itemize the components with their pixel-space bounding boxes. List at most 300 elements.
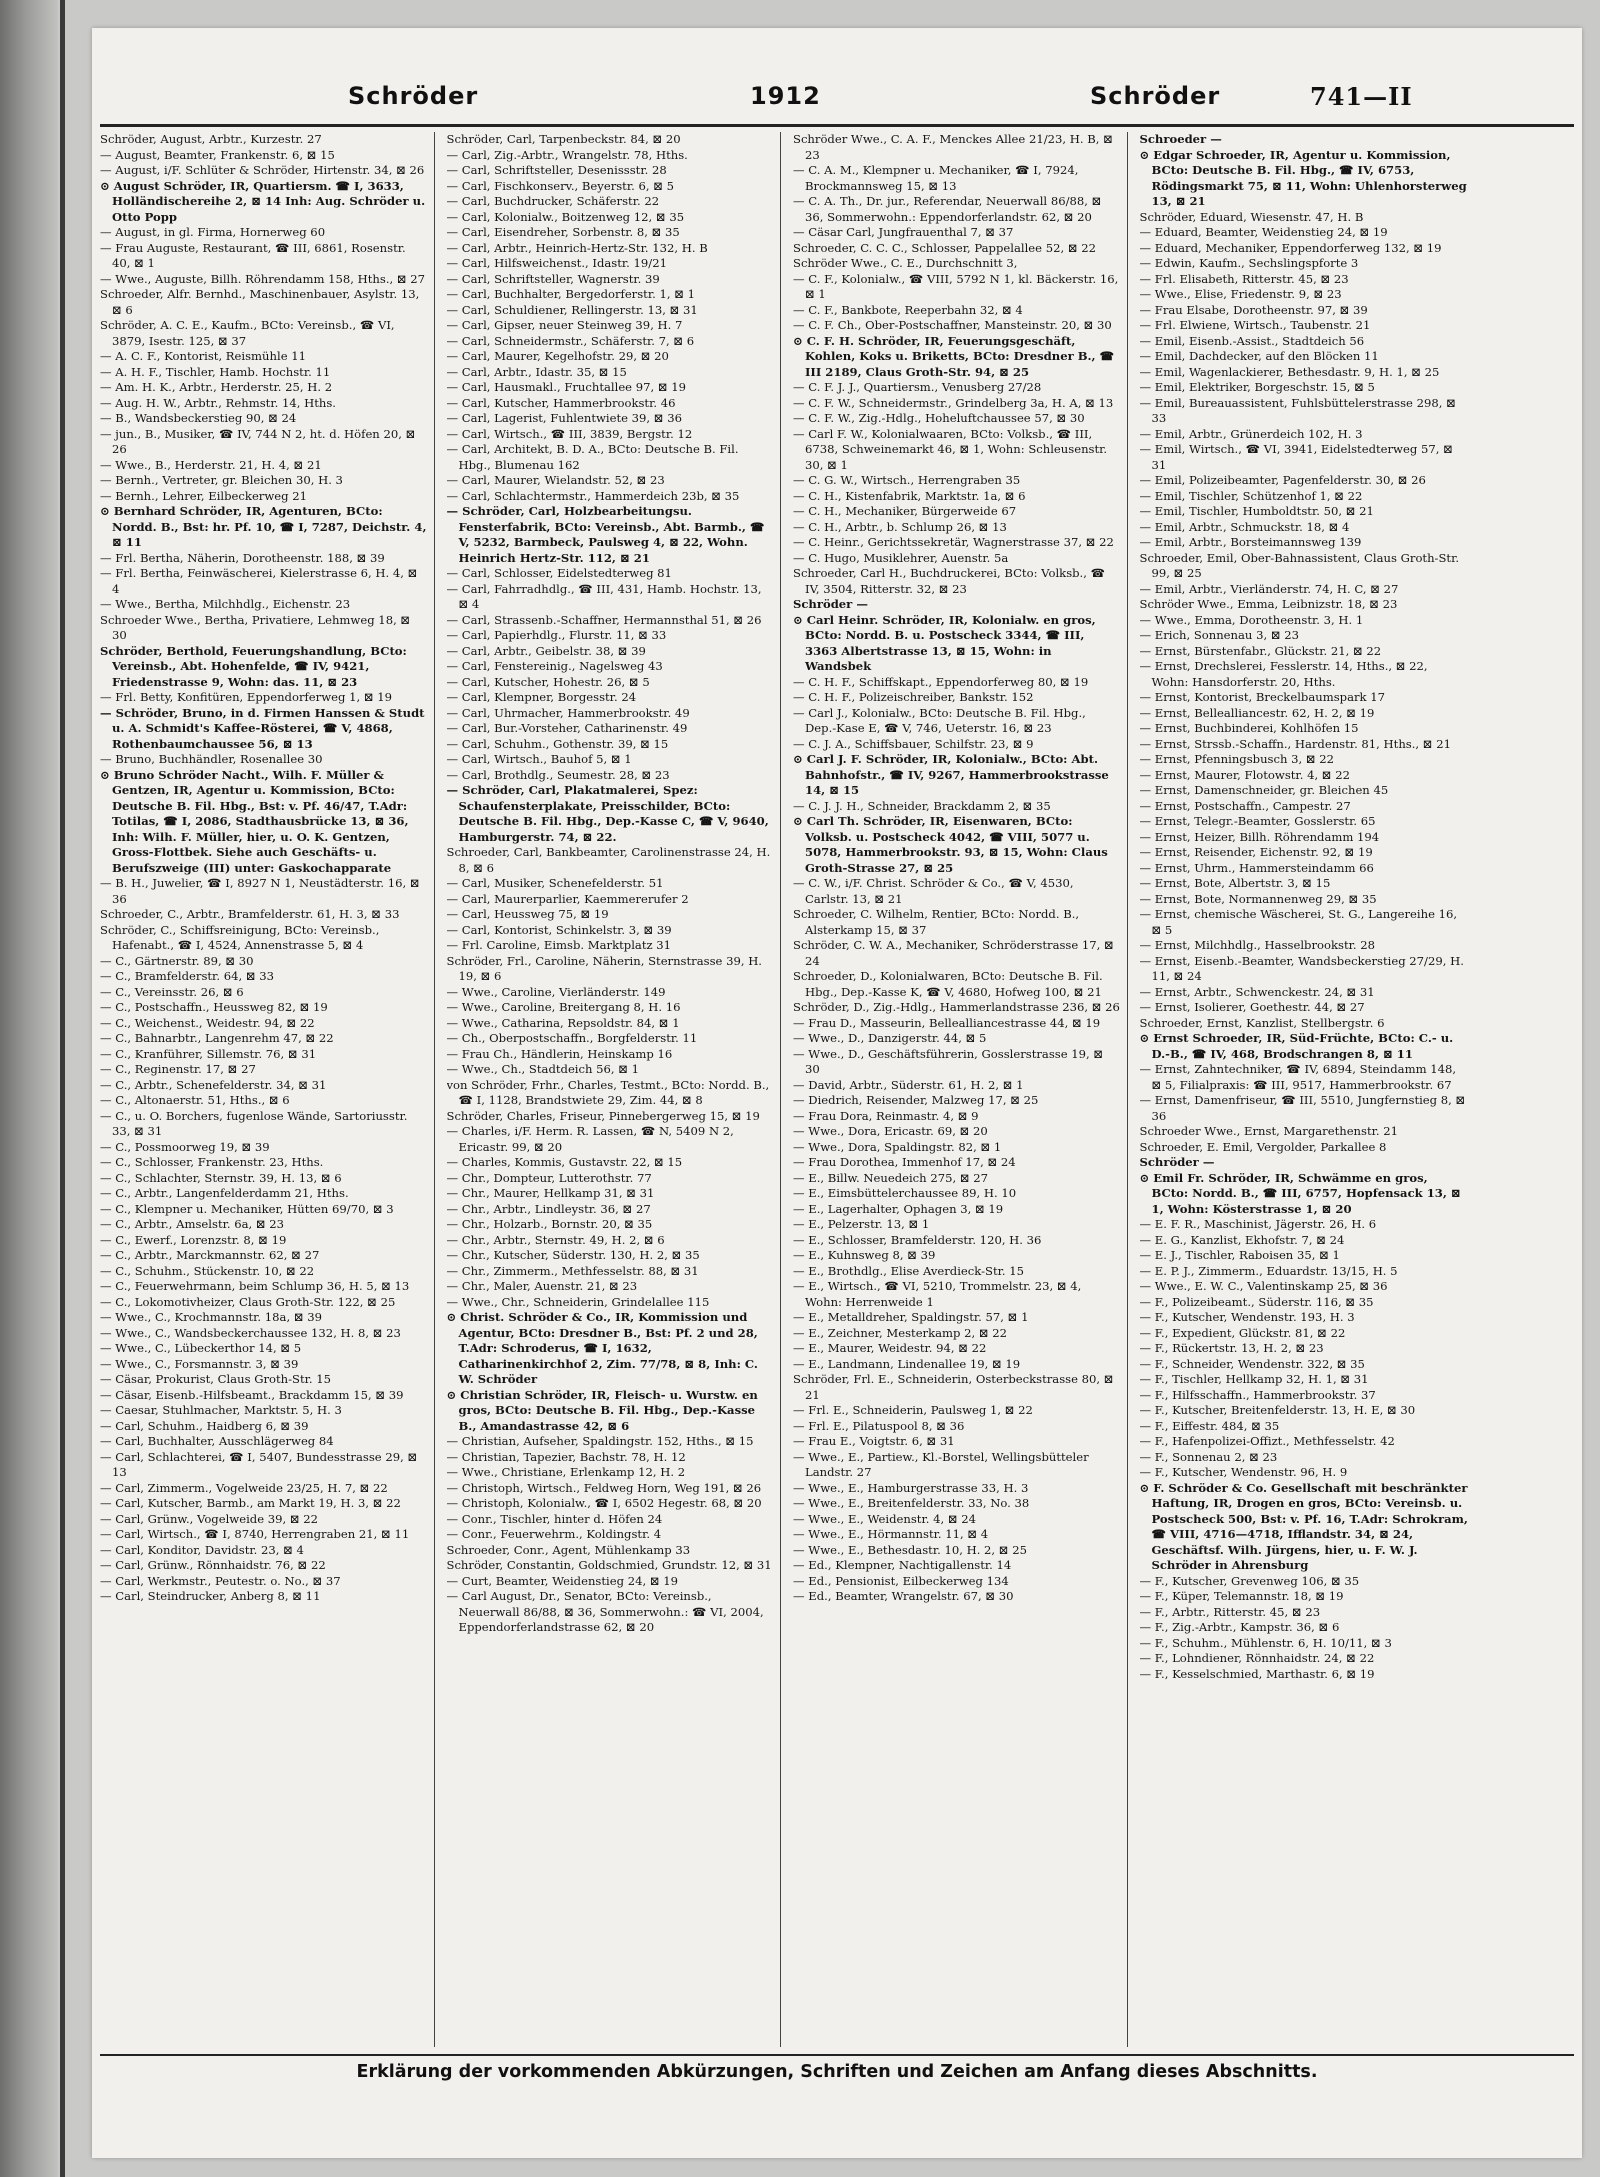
directory-entry: — Carl, Musiker, Schenefelderstr. 51 xyxy=(446,876,664,890)
directory-entry: — Ernst, Isolierer, Goethestr. 44, ⊠ 27 xyxy=(1139,1000,1365,1014)
directory-entry: — Ed., Pensionist, Eilbeckerweg 134 xyxy=(793,1573,1009,1588)
directory-entry: — C., Klempner u. Mechaniker, Hütten 69/70, ⊠ 3 xyxy=(100,1201,394,1216)
directory-entry: — Chr., Holzarb., Bornstr. 20, ⊠ 35 xyxy=(446,1217,653,1231)
directory-entry: — F., Sonnenau 2, ⊠ 23 xyxy=(1139,1449,1278,1464)
directory-entry: — Wwe., E., Hörmannstr. 11, ⊠ 4 xyxy=(793,1527,989,1541)
directory-entry: — Wwe., B., Herderstr. 21, H. 4, ⊠ 21 xyxy=(100,457,322,472)
directory-entry: ⊙ Carl Th. Schröder, IR, Eisenwaren, BCto: Volksb. u. Postscheck 4042, ☎ VIII, 5077 u. 5078, Hammerbrookstr. 93, ⊠ 15, Wohn: Claus Groth-Strasse 27, ⊠ 25 xyxy=(793,814,1108,875)
directory-entry: — Christian, Tapezier, Bachstr. 78, H. 12 xyxy=(446,1449,686,1464)
directory-entry: — Frau Elsabe, Dorotheenstr. 97, ⊠ 39 xyxy=(1139,302,1368,317)
directory-entry: — Frau Ch., Händlerin, Heinskamp 16 xyxy=(446,1046,673,1061)
directory-entry: — Carl, Konditor, Davidstr. 23, ⊠ 4 xyxy=(100,1542,304,1557)
section-heading: Schröder — xyxy=(793,597,868,611)
directory-entry: — Carl, Schuhm., Haidberg 6, ⊠ 39 xyxy=(100,1418,309,1433)
directory-entry: — C., Schuhm., Stückenstr. 10, ⊠ 22 xyxy=(100,1263,315,1278)
directory-entry: — Wwe., E., Partiew., Kl.-Borstel, Wellingsbütteler Landstr. 27 xyxy=(793,1449,1089,1479)
directory-entry: — Carl, Schuldiener, Rellingerstr. 13, ⊠ 31 xyxy=(446,302,698,317)
directory-entry: — Carl J., Kolonialw., BCto: Deutsche B. Fil. Hbg., Dep.-Kase E, ☎ V, 746, Ueterstr. 16, ⊠ 23 xyxy=(793,705,1086,735)
directory-entry: — Emil, Eisenb.-Assist., Stadtdeich 56 xyxy=(1139,333,1365,348)
directory-entry: — C., Gärtnerstr. 89, ⊠ 30 xyxy=(100,953,254,968)
directory-entry: — Cäsar, Prokurist, Claus Groth-Str. 15 xyxy=(100,1372,332,1386)
directory-entry: Schröder Wwe., C. A. F., Menckes Allee 21/23, H. B, ⊠ 23 xyxy=(793,132,1113,162)
directory-entry: — Carl, Grünw., Vogelweide 39, ⊠ 22 xyxy=(100,1511,319,1526)
directory-entry: ⊙ Carl Heinr. Schröder, IR, Kolonialw. en gros, BCto: Nordd. B. u. Postscheck 3344, ☎ III, 3363 Albertstrasse 13, ⊠ 15, Wohn: in Wandsbek xyxy=(793,612,1096,673)
directory-entry: Schröder, Berthold, Feuerungshandlung, BCto: Vereinsb., Abt. Hohenfelde, ☎ IV, 9421, Friedenstrasse 9, Wohn: das. 11, ⊠ 23 xyxy=(100,643,407,689)
directory-entry: — C., Feuerwehrmann, beim Schlump 36, H. 5, ⊠ 13 xyxy=(100,1279,410,1293)
directory-entry: — Carl, Maurer, Kegelhofstr. 29, ⊠ 20 xyxy=(446,349,669,363)
directory-entry: — Diedrich, Reisender, Malzweg 17, ⊠ 25 xyxy=(793,1093,1039,1107)
directory-entry: — Eduard, Mechaniker, Eppendorferweg 132, ⊠ 19 xyxy=(1139,240,1442,255)
directory-entry: Schroeder, Emil, Ober-Bahnassistent, Claus Groth-Str. 99, ⊠ 25 xyxy=(1139,550,1460,580)
directory-entry: Schröder, Constantin, Goldschmied, Grundstr. 12, ⊠ 31 xyxy=(446,1558,772,1572)
directory-entry: — Wwe., E. W. C., Valentinskamp 25, ⊠ 36 xyxy=(1139,1279,1388,1293)
directory-entry: — F., Polizeibeamt., Süderstr. 116, ⊠ 35 xyxy=(1139,1294,1374,1309)
header-year: 1912 xyxy=(750,82,821,110)
directory-entry: — Carl, Kutscher, Hohestr. 26, ⊠ 5 xyxy=(446,674,650,689)
directory-entry: — Emil, Bureauassistent, Fuhlsbüttelerstrasse 298, ⊠ 33 xyxy=(1139,395,1456,425)
directory-entry: — E. P. J., Zimmerm., Eduardstr. 13/15, H. 5 xyxy=(1139,1263,1398,1278)
directory-entry: — Frau E., Voigtstr. 6, ⊠ 31 xyxy=(793,1434,955,1448)
directory-entry: — Edwin, Kaufm., Sechslingspforte 3 xyxy=(1139,256,1359,270)
directory-entry: Schröder Wwe., Emma, Leibnizstr. 18, ⊠ 23 xyxy=(1139,597,1398,611)
directory-column-2 xyxy=(447,132,782,2047)
directory-entry: Schröder, Frl. E., Schneiderin, Osterbeckstrasse 80, ⊠ 21 xyxy=(793,1372,1114,1402)
directory-entry: — Frl. E., Pilatuspool 8, ⊠ 36 xyxy=(793,1418,965,1433)
directory-entry: — Wwe., E., Weidenstr. 4, ⊠ 24 xyxy=(793,1511,976,1526)
directory-entry: Schröder, C. W. A., Mechaniker, Schröderstrasse 17, ⊠ 24 xyxy=(793,938,1114,968)
directory-entry: — F., Lohndiener, Rönnhaidstr. 24, ⊠ 22 xyxy=(1139,1651,1375,1665)
directory-entry: — Carl, Hilfsweichenst., Idastr. 19/21 xyxy=(446,256,667,270)
directory-entry: — E. F. R., Maschinist, Jägerstr. 26, H. 6 xyxy=(1139,1217,1377,1231)
directory-entry: — Carl, Fischkonserv., Beyerstr. 6, ⊠ 5 xyxy=(446,178,675,193)
directory-entry: — Ernst, Uhrm., Hammersteindamm 66 xyxy=(1139,860,1374,875)
directory-entry: — Bernh., Lehrer, Eilbeckerweg 21 xyxy=(100,488,307,503)
directory-entry: — E., Zeichner, Mesterkamp 2, ⊠ 22 xyxy=(793,1325,1008,1340)
directory-entry: — Wwe., C., Forsmannstr. 3, ⊠ 39 xyxy=(100,1356,299,1371)
directory-entry: — Carl, Wirtsch., Bauhof 5, ⊠ 1 xyxy=(446,752,632,766)
directory-entry: — E., Wirtsch., ☎ VI, 5210, Trommelstr. 23, ⊠ 4, Wohn: Herrenweide 1 xyxy=(793,1279,1082,1309)
directory-columns xyxy=(100,132,1474,2047)
directory-entry: — Frl. Bertha, Näherin, Dorotheenstr. 188, ⊠ 39 xyxy=(100,550,385,565)
directory-entry: Schröder, A. C. E., Kaufm., BCto: Vereinsb., ☎ VI, 3879, Isestr. 125, ⊠ 37 xyxy=(100,318,395,348)
directory-entry: ⊙ C. F. H. Schröder, IR, Feuerungsgeschäft, Kohlen, Koks u. Briketts, BCto: Dresdner B., ☎ III 2189, Claus Groth-Str. 94, ⊠ 25 xyxy=(793,333,1115,379)
directory-entry: — Carl, Hausmakl., Fruchtallee 97, ⊠ 19 xyxy=(446,380,687,394)
directory-entry: — C., Possmoorweg 19, ⊠ 39 xyxy=(100,1139,270,1154)
directory-entry: ⊙ August Schröder, IR, Quartiersm. ☎ I, 3633, Holländischereihe 2, ⊠ 14 Inh: Aug. Schröder u. Otto Popp xyxy=(100,178,426,224)
directory-entry: — E., Kuhnsweg 8, ⊠ 39 xyxy=(793,1248,936,1262)
directory-entry: — August, i/F. Schlüter & Schröder, Hirtenstr. 34, ⊠ 26 xyxy=(100,163,425,177)
directory-entry: — Carl, Schlachtermstr., Hammerdeich 23b, ⊠ 35 xyxy=(446,488,740,503)
directory-entry: — Carl, Kutscher, Hammerbrookstr. 46 xyxy=(446,395,676,410)
directory-entry: — Carl, Wirtsch., ☎ III, 3839, Bergstr. 12 xyxy=(446,426,693,441)
directory-entry: — E., Maurer, Weidestr. 94, ⊠ 22 xyxy=(793,1341,987,1355)
directory-entry: — Wwe., C., Wandsbeckerchaussee 132, H. 8, ⊠ 23 xyxy=(100,1325,401,1340)
directory-entry: — Carl, Schneidermstr., Schäferstr. 7, ⊠ 6 xyxy=(446,333,695,348)
directory-entry: — Emil, Tischler, Humboldtstr. 50, ⊠ 21 xyxy=(1139,504,1374,518)
directory-entry: — Carl, Zig.-Arbtr., Wrangelstr. 78, Hths. xyxy=(446,147,688,162)
directory-entry: — Wwe., Auguste, Billh. Röhrendamm 158, Hths., ⊠ 27 xyxy=(100,271,426,286)
directory-entry: — C. W., i/F. Christ. Schröder & Co., ☎ V, 4530, Carlstr. 13, ⊠ 21 xyxy=(793,876,1074,906)
directory-entry: — Schröder, Carl, Holzbearbeitungsu. Fensterfabrik, BCto: Vereinsb., Abt. Barmb., ☎ V, 5232, Barmbeck, Paulsweg 4, ⊠ 22, Wohn. Heinrich Hertz-Str. 112, ⊠ 21 xyxy=(446,504,765,565)
directory-entry: Schroeder, C. C. C., Schlosser, Pappelallee 52, ⊠ 22 xyxy=(793,240,1096,255)
directory-entry: — Carl, Maurer, Wielandstr. 52, ⊠ 23 xyxy=(446,473,665,487)
directory-entry: — Frl. Bertha, Feinwäscherei, Kielerstrasse 6, H. 4, ⊠ 4 xyxy=(100,566,418,596)
directory-entry: — F., Küper, Telemannstr. 18, ⊠ 19 xyxy=(1139,1589,1344,1603)
directory-entry: ⊙ Bernhard Schröder, IR, Agenturen, BCto: Nordd. B., Bst: hr. Pf. 10, ☎ I, 7287, Deichstr. 4, ⊠ 11 xyxy=(100,504,427,549)
directory-entry: — F., Expedient, Glückstr. 81, ⊠ 22 xyxy=(1139,1325,1346,1340)
directory-entry: Schröder, C., Schiffsreinigung, BCto: Vereinsb., Hafenabt., ☎ I, 4524, Annenstrasse 5, ⊠ 4 xyxy=(100,922,380,952)
directory-entry: — F., Tischler, Hellkamp 32, H. 1, ⊠ 31 xyxy=(1139,1372,1369,1386)
book-binding xyxy=(0,0,58,2177)
directory-entry: — C., Schlosser, Frankenstr. 23, Hths. xyxy=(100,1155,324,1169)
directory-entry: — Bernh., Vertreter, gr. Bleichen 30, H. 3 xyxy=(100,473,343,487)
directory-entry: — C. H., Arbtr., b. Schlump 26, ⊠ 13 xyxy=(793,519,1007,534)
directory-column-1 xyxy=(100,132,435,2047)
directory-entry: — Frau Dorothea, Immenhof 17, ⊠ 24 xyxy=(793,1155,1016,1169)
directory-entry: — Chr., Maler, Auenstr. 21, ⊠ 23 xyxy=(446,1279,638,1293)
directory-entry: ⊙ Carl J. F. Schröder, IR, Kolonialw., BCto: Abt. Bahnhofstr., ☎ IV, 9267, Hammerbrookstrasse 14, ⊠ 15 xyxy=(793,752,1109,797)
directory-entry: — Carl, Schriftsteller, Desenissstr. 28 xyxy=(446,163,667,177)
directory-entry: — F., Kesselschmied, Marthastr. 6, ⊠ 19 xyxy=(1139,1666,1375,1681)
directory-entry: — C., Vereinsstr. 26, ⊠ 6 xyxy=(100,984,244,999)
directory-entry: — C., Ewerf., Lorenzstr. 8, ⊠ 19 xyxy=(100,1232,287,1247)
directory-entry: — Erich, Sonnenau 3, ⊠ 23 xyxy=(1139,628,1299,642)
directory-entry: — C. J. J. H., Schneider, Brackdamm 2, ⊠ 35 xyxy=(793,798,1051,813)
directory-entry: ⊙ F. Schröder & Co. Gesellschaft mit beschränkter Haftung, IR, Drogen en gros, BCto: Vereinsb. u. Postscheck 500, Bst: v. Pf. 16, T.Adr: Schrokram, ☎ VIII, 4716—4718, Ifflandstr. 34, ⊠ 24, Geschäftsf. Wilh. Jürgens, hier, u. F. W. J. Schröder in Ahrensburg xyxy=(1139,1480,1468,1572)
directory-entry: — Carl, Wirtsch., ☎ I, 8740, Herrengraben 21, ⊠ 11 xyxy=(100,1527,410,1541)
directory-entry: — Ernst, Arbtr., Schwenckestr. 24, ⊠ 31 xyxy=(1139,984,1375,999)
directory-entry: — Aug. H. W., Arbtr., Rehmstr. 14, Hths. xyxy=(100,395,336,410)
directory-entry: — Carl, Zimmerm., Vogelweide 23/25, H. 7, ⊠ 22 xyxy=(100,1480,388,1495)
page-header xyxy=(100,82,1574,126)
directory-entry: ⊙ Bruno Schröder Nacht., Wilh. F. Müller & Gentzen, IR, Agentur u. Kommission, BCto: Deutsche B. Fil. Hbg., Bst: v. Pf. 46/47, T.Adr: Totilas, ☎ I, 2086, Stadthausbrücke 13, ⊠ 36, Inh: Wilh. F. Müller, hier, u. O. K. Gentzen, Gross-Flottbek. Siehe auch Geschäfts- u. Berufszweige (III) unter: Gaskochapparate xyxy=(100,767,409,875)
directory-entry: — Chr., Dompteur, Lutterothstr. 77 xyxy=(446,1170,652,1185)
directory-entry: — Charles, Kommis, Gustavstr. 22, ⊠ 15 xyxy=(446,1155,683,1169)
directory-entry: — Carl F. W., Kolonialwaaren, BCto: Volksb., ☎ III, 6738, Schweinemarkt 46, ⊠ 1, Wohn: Schleusenstr. 30, ⊠ 1 xyxy=(793,426,1108,472)
directory-entry: — C. H., Kistenfabrik, Marktstr. 1a, ⊠ 6 xyxy=(793,488,1026,503)
directory-entry: — August, Beamter, Frankenstr. 6, ⊠ 15 xyxy=(100,147,335,162)
directory-entry: — Ernst, Strssb.-Schaffn., Hardenstr. 81, Hths., ⊠ 21 xyxy=(1139,736,1451,751)
directory-entry: — Frl. Elisabeth, Ritterstr. 45, ⊠ 23 xyxy=(1139,271,1349,286)
directory-entry: — Schröder, Carl, Plakatmalerei, Spez: Schaufensterplakate, Preisschilder, BCto: Deutsche B. Fil. Hbg., Dep.-Kasse C, ☎ V, 9640, Hamburgerstr. 74, ⊠ 22. xyxy=(446,783,769,844)
directory-entry: — Wwe., E., Breitenfelderstr. 33, No. 38 xyxy=(793,1496,1030,1510)
directory-entry: — Ernst, Bürstenfabr., Glückstr. 21, ⊠ 22 xyxy=(1139,643,1382,658)
directory-entry: — Wwe., D., Danzigerstr. 44, ⊠ 5 xyxy=(793,1031,987,1045)
directory-entry: — B. H., Juwelier, ☎ I, 8927 N 1, Neustädterstr. 16, ⊠ 36 xyxy=(100,876,420,906)
directory-entry: — Carl, Heussweg 75, ⊠ 19 xyxy=(446,907,609,921)
directory-entry: — F., Zig.-Arbtr., Kampstr. 36, ⊠ 6 xyxy=(1139,1620,1340,1634)
directory-entry: — Eduard, Beamter, Weidenstieg 24, ⊠ 19 xyxy=(1139,225,1388,239)
directory-entry: Schröder, August, Arbtr., Kurzestr. 27 xyxy=(100,132,322,146)
directory-entry: — Ernst, Eisenb.-Beamter, Wandsbeckerstieg 27/29, H. 11, ⊠ 24 xyxy=(1139,953,1464,983)
directory-entry: — Caesar, Stuhlmacher, Marktstr. 5, H. 3 xyxy=(100,1403,342,1417)
header-left-name: Schröder xyxy=(348,82,479,110)
directory-entry: — Ernst, Reisender, Eichenstr. 92, ⊠ 19 xyxy=(1139,845,1373,859)
directory-entry: — Ch., Oberpostschaffn., Borgfelderstr. 11 xyxy=(446,1031,698,1045)
abbreviation-footnote: Erklärung der vorkommenden Abkürzungen, Schriften und Zeichen am Anfang dieses Abschnitts. xyxy=(100,2054,1574,2082)
section-heading: Schröder — xyxy=(1139,1155,1215,1169)
directory-entry: — F., Kutscher, Grevenweg 106, ⊠ 35 xyxy=(1139,1573,1360,1588)
directory-entry: — E., Lagerhalter, Ophagen 3, ⊠ 19 xyxy=(793,1201,1004,1216)
directory-entry: — Ed., Beamter, Wrangelstr. 67, ⊠ 30 xyxy=(793,1589,1014,1603)
directory-entry: — C. F., Bankbote, Reeperbahn 32, ⊠ 4 xyxy=(793,302,1023,317)
directory-entry: — E. J., Tischler, Raboisen 35, ⊠ 1 xyxy=(1139,1248,1340,1262)
directory-entry: — Emil, Arbtr., Grünerdeich 102, H. 3 xyxy=(1139,426,1363,441)
directory-entry: — Ed., Klempner, Nachtigallenstr. 14 xyxy=(793,1558,1012,1572)
directory-entry: — Christoph, Wirtsch., Feldweg Horn, Weg 191, ⊠ 26 xyxy=(446,1480,762,1495)
directory-entry: — Ernst, Drechslerei, Fesslerstr. 14, Hths., ⊠ 22, Wohn: Hansdorferstr. 20, Hths. xyxy=(1139,659,1428,689)
directory-entry: — E., Schlosser, Bramfelderstr. 120, H. 36 xyxy=(793,1232,1042,1247)
directory-entry: Schroeder, Alfr. Bernhd., Maschinenbauer, Asylstr. 13, ⊠ 6 xyxy=(100,287,420,317)
directory-entry: — Carl, Bur.-Vorsteher, Catharinenstr. 49 xyxy=(446,721,688,735)
header-page-number: 741—II xyxy=(1310,82,1413,111)
directory-entry: — Carl, Schuhm., Gothenstr. 39, ⊠ 15 xyxy=(446,736,669,751)
header-rule xyxy=(100,124,1574,127)
directory-entry: — C. F. Ch., Ober-Postschaffner, Mansteinstr. 20, ⊠ 30 xyxy=(793,318,1112,332)
directory-entry: — Wwe., Christiane, Erlenkamp 12, H. 2 xyxy=(446,1465,686,1479)
directory-entry: — Ernst, Heizer, Billh. Röhrendamm 194 xyxy=(1139,829,1380,844)
directory-entry: — C., Postschaffn., Heussweg 82, ⊠ 19 xyxy=(100,1000,328,1014)
directory-entry: — Carl, Strassenb.-Schaffner, Hermannsthal 51, ⊠ 26 xyxy=(446,612,762,627)
directory-entry: ⊙ Emil Fr. Schröder, IR, Schwämme en gros, BCto: Nordd. B., ☎ III, 6757, Hopfensack 13, ⊠ 1, Wohn: Kösterstrasse 1, ⊠ 20 xyxy=(1139,1170,1461,1216)
directory-entry: — Ernst, Pfenningsbusch 3, ⊠ 22 xyxy=(1139,752,1335,766)
directory-entry: — Wwe., C., Krochmannstr. 18a, ⊠ 39 xyxy=(100,1310,322,1324)
directory-entry: — C. A. Th., Dr. jur., Referendar, Neuerwall 86/88, ⊠ 36, Sommerwohn.: Eppendorferlandstr. 62, ⊠ 20 xyxy=(793,194,1102,224)
directory-entry: — Wwe., Ch., Stadtdeich 56, ⊠ 1 xyxy=(446,1062,640,1076)
directory-entry: — C., Lokomotivheizer, Claus Groth-Str. 122, ⊠ 25 xyxy=(100,1294,396,1309)
directory-entry: — Ernst, Postschaffn., Campestr. 27 xyxy=(1139,798,1351,813)
directory-entry: — Ernst, Buchbinderei, Kohlhöfen 15 xyxy=(1139,721,1359,735)
directory-entry: — Chr., Arbtr., Sternstr. 49, H. 2, ⊠ 6 xyxy=(446,1232,665,1247)
directory-entry: ⊙ Christ. Schröder & Co., IR, Kommission und Agentur, BCto: Dresdner B., Bst: Pf. 2 und 28, T.Adr: Schroderus, ☎ I, 1632, Catharinenkirchhof 2, Zim. 77/78, ⊠ 8, Inh: C. W. Schröder xyxy=(446,1310,758,1386)
directory-entry: — Frl. Caroline, Eimsb. Marktplatz 31 xyxy=(446,938,672,952)
directory-entry: — C. J. A., Schiffsbauer, Schilfstr. 23, ⊠ 9 xyxy=(793,736,1034,751)
section-heading: Schroeder — xyxy=(1139,132,1222,146)
directory-entry: ⊙ Edgar Schroeder, IR, Agentur u. Kommission, BCto: Deutsche B. Fil. Hbg., ☎ IV, 6753, Rödingsmarkt 75, ⊠ 11, Wohn: Uhlenhorsterweg 13, ⊠ 21 xyxy=(1139,147,1467,208)
directory-entry: — Carl, Kutscher, Barmb., am Markt 19, H. 3, ⊠ 22 xyxy=(100,1496,401,1510)
directory-entry: — C. G. W., Wirtsch., Herrengraben 35 xyxy=(793,473,1021,487)
directory-entry: — F., Kutscher, Wendenstr. 193, H. 3 xyxy=(1139,1310,1355,1324)
directory-entry: — Wwe., Elise, Friedenstr. 9, ⊠ 23 xyxy=(1139,287,1342,301)
directory-entry: Schroeder, Conr., Agent, Mühlenkamp 33 xyxy=(446,1542,691,1557)
directory-entry: — Chr., Zimmerm., Methfesselstr. 88, ⊠ 31 xyxy=(446,1263,699,1278)
directory-entry: — C., Arbtr., Marckmannstr. 62, ⊠ 27 xyxy=(100,1248,320,1262)
directory-entry: — Ernst, Damenfriseur, ☎ III, 5510, Jungfernstieg 8, ⊠ 36 xyxy=(1139,1093,1466,1123)
directory-entry: — Emil, Elektriker, Borgeschstr. 15, ⊠ 5 xyxy=(1139,380,1375,394)
directory-entry: — Carl, Grünw., Rönnhaidstr. 76, ⊠ 22 xyxy=(100,1558,326,1572)
directory-entry: Schröder Wwe., C. E., Durchschnitt 3, xyxy=(793,256,1018,270)
directory-entry: Schroeder, C., Arbtr., Bramfelderstr. 61, H. 3, ⊠ 33 xyxy=(100,907,400,921)
directory-column-4 xyxy=(1140,132,1475,2047)
directory-entry: — Emil, Tischler, Schützenhof 1, ⊠ 22 xyxy=(1139,488,1363,503)
directory-entry: — C., Weichenst., Weidestr. 94, ⊠ 22 xyxy=(100,1015,315,1030)
directory-entry: — Frl. E., Schneiderin, Paulsweg 1, ⊠ 22 xyxy=(793,1403,1033,1417)
directory-entry: — Carl, Eisendreher, Sorbenstr. 8, ⊠ 35 xyxy=(446,225,680,239)
directory-entry: — Carl, Buchhalter, Bergedorferstr. 1, ⊠ 1 xyxy=(446,287,695,301)
directory-entry: — Ernst, Damenschneider, gr. Bleichen 45 xyxy=(1139,783,1389,797)
directory-entry: — Cäsar Carl, Jungfrauenthal 7, ⊠ 37 xyxy=(793,225,1014,239)
directory-entry: Schroeder Wwe., Ernst, Margarethenstr. 21 xyxy=(1139,1124,1399,1138)
directory-entry: Schroeder, D., Kolonialwaren, BCto: Deutsche B. Fil. Hbg., Dep.-Kasse K, ☎ V, 4680, Hofweg 100, ⊠ 21 xyxy=(793,969,1103,999)
directory-entry: — Carl, Architekt, B. D. A., BCto: Deutsche B. Fil. Hbg., Blumenau 162 xyxy=(446,442,739,472)
directory-entry: — Christoph, Kolonialw., ☎ I, 6502 Hegestr. 68, ⊠ 20 xyxy=(446,1496,762,1510)
directory-entry: — Emil, Wirtsch., ☎ VI, 3941, Eidelstedterweg 57, ⊠ 31 xyxy=(1139,442,1453,472)
directory-entry: — Carl, Kolonialw., Boitzenweg 12, ⊠ 35 xyxy=(446,209,685,224)
directory-entry: von Schröder, Frhr., Charles, Testmt., BCto: Nordd. B., ☎ I, 1128, Brandstwiete 29, Zim. 44, ⊠ 8 xyxy=(446,1077,770,1107)
directory-entry: — F., Kutscher, Breitenfelderstr. 13, H. E, ⊠ 30 xyxy=(1139,1403,1416,1417)
directory-entry: — F., Schneider, Wendenstr. 322, ⊠ 35 xyxy=(1139,1356,1365,1371)
directory-entry: Schröder, D., Zig.-Hdlg., Hammerlandstrasse 236, ⊠ 26 xyxy=(793,1000,1120,1014)
directory-entry: — F., Eiffestr. 484, ⊠ 35 xyxy=(1139,1418,1280,1433)
directory-entry: — Carl, Arbtr., Geibelstr. 38, ⊠ 39 xyxy=(446,643,646,658)
directory-entry: — A. C. F., Kontorist, Reismühle 11 xyxy=(100,349,306,363)
directory-entry: — Wwe., Dora, Ericastr. 69, ⊠ 20 xyxy=(793,1124,988,1138)
directory-entry: — Ernst, Zahntechniker, ☎ IV, 6894, Steindamm 148, ⊠ 5, Filialpraxis: ☎ III, 9517, Hammerbrookstr. 67 xyxy=(1139,1062,1457,1092)
directory-entry: — Carl, Klempner, Borgesstr. 24 xyxy=(446,690,637,704)
directory-entry: — Schröder, Bruno, in d. Firmen Hanssen & Studt u. A. Schmidt's Kaffee-Rösterei, ☎ V, 4868, Rothenbaumchaussee 56, ⊠ 13 xyxy=(100,705,425,751)
directory-entry: — C. H. F., Polizeischreiber, Bankstr. 152 xyxy=(793,690,1034,704)
directory-entry: — C., Arbtr., Schenefelderstr. 34, ⊠ 31 xyxy=(100,1077,327,1092)
directory-entry: — Emil, Polizeibeamter, Pagenfelderstr. 30, ⊠ 26 xyxy=(1139,473,1426,487)
directory-entry: — Conr., Tischler, hinter d. Höfen 24 xyxy=(446,1511,663,1526)
directory-entry: — Frl. Elwiene, Wirtsch., Taubenstr. 21 xyxy=(1139,318,1371,332)
directory-entry: — C., Arbtr., Amselstr. 6a, ⊠ 23 xyxy=(100,1217,285,1231)
directory-entry: — Christian, Aufseher, Spaldingstr. 152, Hths., ⊠ 15 xyxy=(446,1434,754,1448)
directory-entry: — Ernst, Milchhdlg., Hasselbrookstr. 28 xyxy=(1139,938,1375,952)
directory-entry: Schroeder, Ernst, Kanzlist, Stellbergstr. 6 xyxy=(1139,1015,1385,1030)
directory-entry: — Ernst, Kontorist, Breckelbaumspark 17 xyxy=(1139,690,1385,704)
directory-entry: — C., u. O. Borchers, fugenlose Wände, Sartoriusstr. 33, ⊠ 31 xyxy=(100,1108,408,1138)
directory-entry: — F., Rückertstr. 13, H. 2, ⊠ 23 xyxy=(1139,1341,1324,1355)
directory-entry: — Wwe., D., Geschäftsführerin, Gosslerstrasse 19, ⊠ 30 xyxy=(793,1046,1104,1076)
directory-entry: — Am. H. K., Arbtr., Herderstr. 25, H. 2 xyxy=(100,380,333,394)
directory-entry: — A. H. F., Tischler, Hamb. Hochstr. 11 xyxy=(100,364,331,379)
directory-entry: — Bruno, Buchhändler, Rosenallee 30 xyxy=(100,752,323,766)
directory-entry: — E., Billw. Neuedeich 275, ⊠ 27 xyxy=(793,1170,988,1185)
directory-entry: — Ernst, Bote, Normannenweg 29, ⊠ 35 xyxy=(1139,891,1377,906)
directory-entry: — F., Hilfsschaffn., Hammerbrookstr. 37 xyxy=(1139,1387,1376,1402)
directory-entry: Schroeder Wwe., Bertha, Privatiere, Lehmweg 18, ⊠ 30 xyxy=(100,612,411,642)
directory-entry: — Carl, Arbtr., Heinrich-Hertz-Str. 132, H. B xyxy=(446,240,708,255)
directory-entry: Schroeder, C. Wilhelm, Rentier, BCto: Nordd. B., Alsterkamp 15, ⊠ 37 xyxy=(793,907,1080,937)
directory-entry: — Carl, Schriftsteller, Wagnerstr. 39 xyxy=(446,271,660,286)
directory-entry: — Wwe., Caroline, Vierländerstr. 149 xyxy=(446,984,666,999)
directory-entry: — E., Pelzerstr. 13, ⊠ 1 xyxy=(793,1217,930,1231)
directory-entry: — B., Wandsbeckerstieg 90, ⊠ 24 xyxy=(100,411,297,425)
directory-entry: — F., Arbtr., Ritterstr. 45, ⊠ 23 xyxy=(1139,1604,1321,1619)
directory-entry: — Carl, Fenstereinig., Nagelsweg 43 xyxy=(446,659,663,673)
directory-entry: — Carl, Schlachterei, ☎ I, 5407, Bundesstrasse 29, ⊠ 13 xyxy=(100,1449,418,1479)
directory-entry: — Carl, Werkmstr., Peutestr. o. No., ⊠ 37 xyxy=(100,1573,341,1588)
directory-entry: — Wwe., Caroline, Breitergang 8, H. 16 xyxy=(446,1000,681,1014)
directory-entry: — Wwe., Dora, Spaldingstr. 82, ⊠ 1 xyxy=(793,1139,1002,1154)
directory-entry: — C., Altonaerstr. 51, Hths., ⊠ 6 xyxy=(100,1093,290,1107)
directory-entry: — C. F., Kolonialw., ☎ VIII, 5792 N 1, kl. Bäckerstr. 16, ⊠ 1 xyxy=(793,271,1119,301)
directory-column-3 xyxy=(793,132,1128,2047)
directory-entry: ⊙ Christian Schröder, IR, Fleisch- u. Wurstw. en gros, BCto: Deutsche B. Fil. Hbg., Dep.-Kasse B., Amandastrasse 42, ⊠ 6 xyxy=(446,1387,758,1433)
directory-entry: — Ernst, chemische Wäscherei, St. G., Langereihe 16, ⊠ 5 xyxy=(1139,907,1458,937)
directory-entry: — E., Metalldreher, Spaldingstr. 57, ⊠ 1 xyxy=(793,1310,1029,1324)
directory-entry: — Carl, Arbtr., Idastr. 35, ⊠ 15 xyxy=(446,364,627,379)
directory-entry: — Curt, Beamter, Weidenstieg 24, ⊠ 19 xyxy=(446,1573,678,1588)
directory-entry: — E., Landmann, Lindenallee 19, ⊠ 19 xyxy=(793,1356,1021,1371)
directory-entry: Schroeder, Carl H., Buchdruckerei, BCto: Volksb., ☎ IV, 3504, Ritterstr. 32, ⊠ 23 xyxy=(793,566,1106,596)
directory-entry: — F., Schuhm., Mühlenstr. 6, H. 10/11, ⊠ 3 xyxy=(1139,1635,1392,1650)
directory-entry: — Wwe., Catharina, Repsoldstr. 84, ⊠ 1 xyxy=(446,1015,680,1030)
directory-entry: — C., Schlachter, Sternstr. 39, H. 13, ⊠ 6 xyxy=(100,1170,342,1185)
directory-entry: — Carl, Schlosser, Eidelstedterweg 81 xyxy=(446,566,672,580)
directory-entry: — Ernst, Bellealliancestr. 62, H. 2, ⊠ 19 xyxy=(1139,705,1375,720)
directory-entry: — E. G., Kanzlist, Ekhofstr. 7, ⊠ 24 xyxy=(1139,1232,1345,1247)
directory-entry: — Frau Dora, Reinmastr. 4, ⊠ 9 xyxy=(793,1108,979,1123)
directory-entry: — Chr., Arbtr., Lindleystr. 36, ⊠ 27 xyxy=(446,1201,651,1216)
directory-entry: — Carl, Brothdlg., Seumestr. 28, ⊠ 23 xyxy=(446,767,670,782)
directory-entry: — Wwe., E., Hamburgerstrasse 33, H. 3 xyxy=(793,1480,1029,1495)
directory-entry: — C. H., Mechaniker, Bürgerweide 67 xyxy=(793,504,1017,518)
directory-entry: — F., Kutscher, Wendenstr. 96, H. 9 xyxy=(1139,1465,1348,1479)
directory-entry: — C., Bramfelderstr. 64, ⊠ 33 xyxy=(100,969,274,983)
directory-entry: — E., Brothdlg., Elise Averdieck-Str. 15 xyxy=(793,1263,1025,1278)
directory-entry: — Carl, Lagerist, Fuhlentwiete 39, ⊠ 36 xyxy=(446,411,682,425)
directory-entry: Schröder, Eduard, Wiesenstr. 47, H. B xyxy=(1139,209,1364,224)
directory-entry: — Charles, i/F. Herm. R. Lassen, ☎ N, 5409 N 2, Ericastr. 99, ⊠ 20 xyxy=(446,1124,734,1154)
directory-entry: — Carl, Buchdrucker, Schäferstr. 22 xyxy=(446,194,660,208)
directory-entry: Schroeder, E. Emil, Vergolder, Parkallee 8 xyxy=(1139,1139,1387,1154)
directory-entry: — C., Bahnarbtr., Langenrehm 47, ⊠ 22 xyxy=(100,1031,334,1045)
directory-entry: — C. F. W., Zig.-Hdlg., Hoheluftchaussee 57, ⊠ 30 xyxy=(793,411,1085,425)
directory-entry: ⊙ Ernst Schroeder, IR, Süd-Früchte, BCto: C.- u. D.-B., ☎ IV, 468, Brodschrangen 8, ⊠ 11 xyxy=(1139,1031,1454,1061)
directory-entry: — jun., B., Musiker, ☎ IV, 744 N 2, ht. d. Höfen 20, ⊠ 26 xyxy=(100,426,416,456)
directory-entry: — Emil, Wagenlackierer, Bethesdastr. 9, H. 1, ⊠ 25 xyxy=(1139,364,1440,379)
directory-entry: Schröder, Frl., Caroline, Näherin, Sternstrasse 39, H. 19, ⊠ 6 xyxy=(446,953,762,983)
directory-entry: — Chr., Kutscher, Süderstr. 130, H. 2, ⊠ 35 xyxy=(446,1248,700,1262)
directory-entry: Schröder, Charles, Friseur, Pinnebergerweg 15, ⊠ 19 xyxy=(446,1108,760,1123)
directory-entry: — Carl, Kontorist, Schinkelstr. 3, ⊠ 39 xyxy=(446,922,672,937)
directory-entry: — Wwe., E., Bethesdastr. 10, H. 2, ⊠ 25 xyxy=(793,1542,1027,1557)
directory-entry: — Emil, Arbtr., Schmuckstr. 18, ⊠ 4 xyxy=(1139,519,1350,534)
directory-entry: — C., Reginenstr. 17, ⊠ 27 xyxy=(100,1062,256,1076)
header-right-name: Schröder xyxy=(1090,82,1221,110)
directory-entry: — Wwe., Chr., Schneiderin, Grindelallee 115 xyxy=(446,1294,710,1309)
directory-entry: — Carl, Papierhdlg., Flurstr. 11, ⊠ 33 xyxy=(446,628,667,642)
directory-entry: — Frau Auguste, Restaurant, ☎ III, 6861, Rosenstr. 40, ⊠ 1 xyxy=(100,240,406,270)
directory-entry: — Carl, Steindrucker, Anberg 8, ⊠ 11 xyxy=(100,1589,321,1603)
directory-entry: — F., Hafenpolizei-Offizt., Methfesselstr. 42 xyxy=(1139,1434,1395,1448)
directory-entry: — Carl, Uhrmacher, Hammerbrookstr. 49 xyxy=(446,705,690,720)
directory-entry: — David, Arbtr., Süderstr. 61, H. 2, ⊠ 1 xyxy=(793,1077,1024,1092)
directory-entry: — Frl. Betty, Konfitüren, Eppendorferweg 1, ⊠ 19 xyxy=(100,690,392,704)
binding-edge xyxy=(60,0,65,2177)
directory-entry: — C. A. M., Klempner u. Mechaniker, ☎ I, 7924, Brockmannsweg 15, ⊠ 13 xyxy=(793,163,1079,193)
directory-entry: — Chr., Maurer, Hellkamp 31, ⊠ 31 xyxy=(446,1186,655,1200)
directory-entry: — Wwe., C., Lübeckerthor 14, ⊠ 5 xyxy=(100,1341,302,1355)
directory-entry: — E., Eimsbüttelerchaussee 89, H. 10 xyxy=(793,1186,1017,1200)
directory-entry: — Emil, Arbtr., Vierländerstr. 74, H. C, ⊠ 27 xyxy=(1139,581,1399,596)
directory-entry: Schröder, Carl, Tarpenbeckstr. 84, ⊠ 20 xyxy=(446,132,681,146)
directory-entry: — C. Heinr., Gerichtssekretär, Wagnerstrasse 37, ⊠ 22 xyxy=(793,535,1114,549)
directory-entry: — Carl, Gipser, neuer Steinweg 39, H. 7 xyxy=(446,318,683,332)
directory-entry: — Ernst, Maurer, Flotowstr. 4, ⊠ 22 xyxy=(1139,767,1350,782)
directory-entry: — C. F. J. J., Quartiersm., Venusberg 27/28 xyxy=(793,380,1042,394)
directory-entry: — Conr., Feuerwehrm., Koldingstr. 4 xyxy=(446,1527,662,1541)
directory-entry: — Frau D., Masseurin, Bellealliancestrasse 44, ⊠ 19 xyxy=(793,1015,1101,1030)
directory-entry: — Cäsar, Eisenb.-Hilfsbeamt., Brackdamm 15, ⊠ 39 xyxy=(100,1387,404,1402)
directory-entry: — Wwe., Emma, Dorotheenstr. 3, H. 1 xyxy=(1139,612,1364,627)
directory-entry: — Emil, Arbtr., Borsteimannsweg 139 xyxy=(1139,535,1362,549)
directory-entry: — C. Hugo, Musiklehrer, Auenstr. 5a xyxy=(793,550,1009,565)
directory-entry: — Wwe., Bertha, Milchhdlg., Eichenstr. 23 xyxy=(100,597,351,611)
directory-entry: — C. F. W., Schneidermstr., Grindelberg 3a, H. A, ⊠ 13 xyxy=(793,395,1114,410)
